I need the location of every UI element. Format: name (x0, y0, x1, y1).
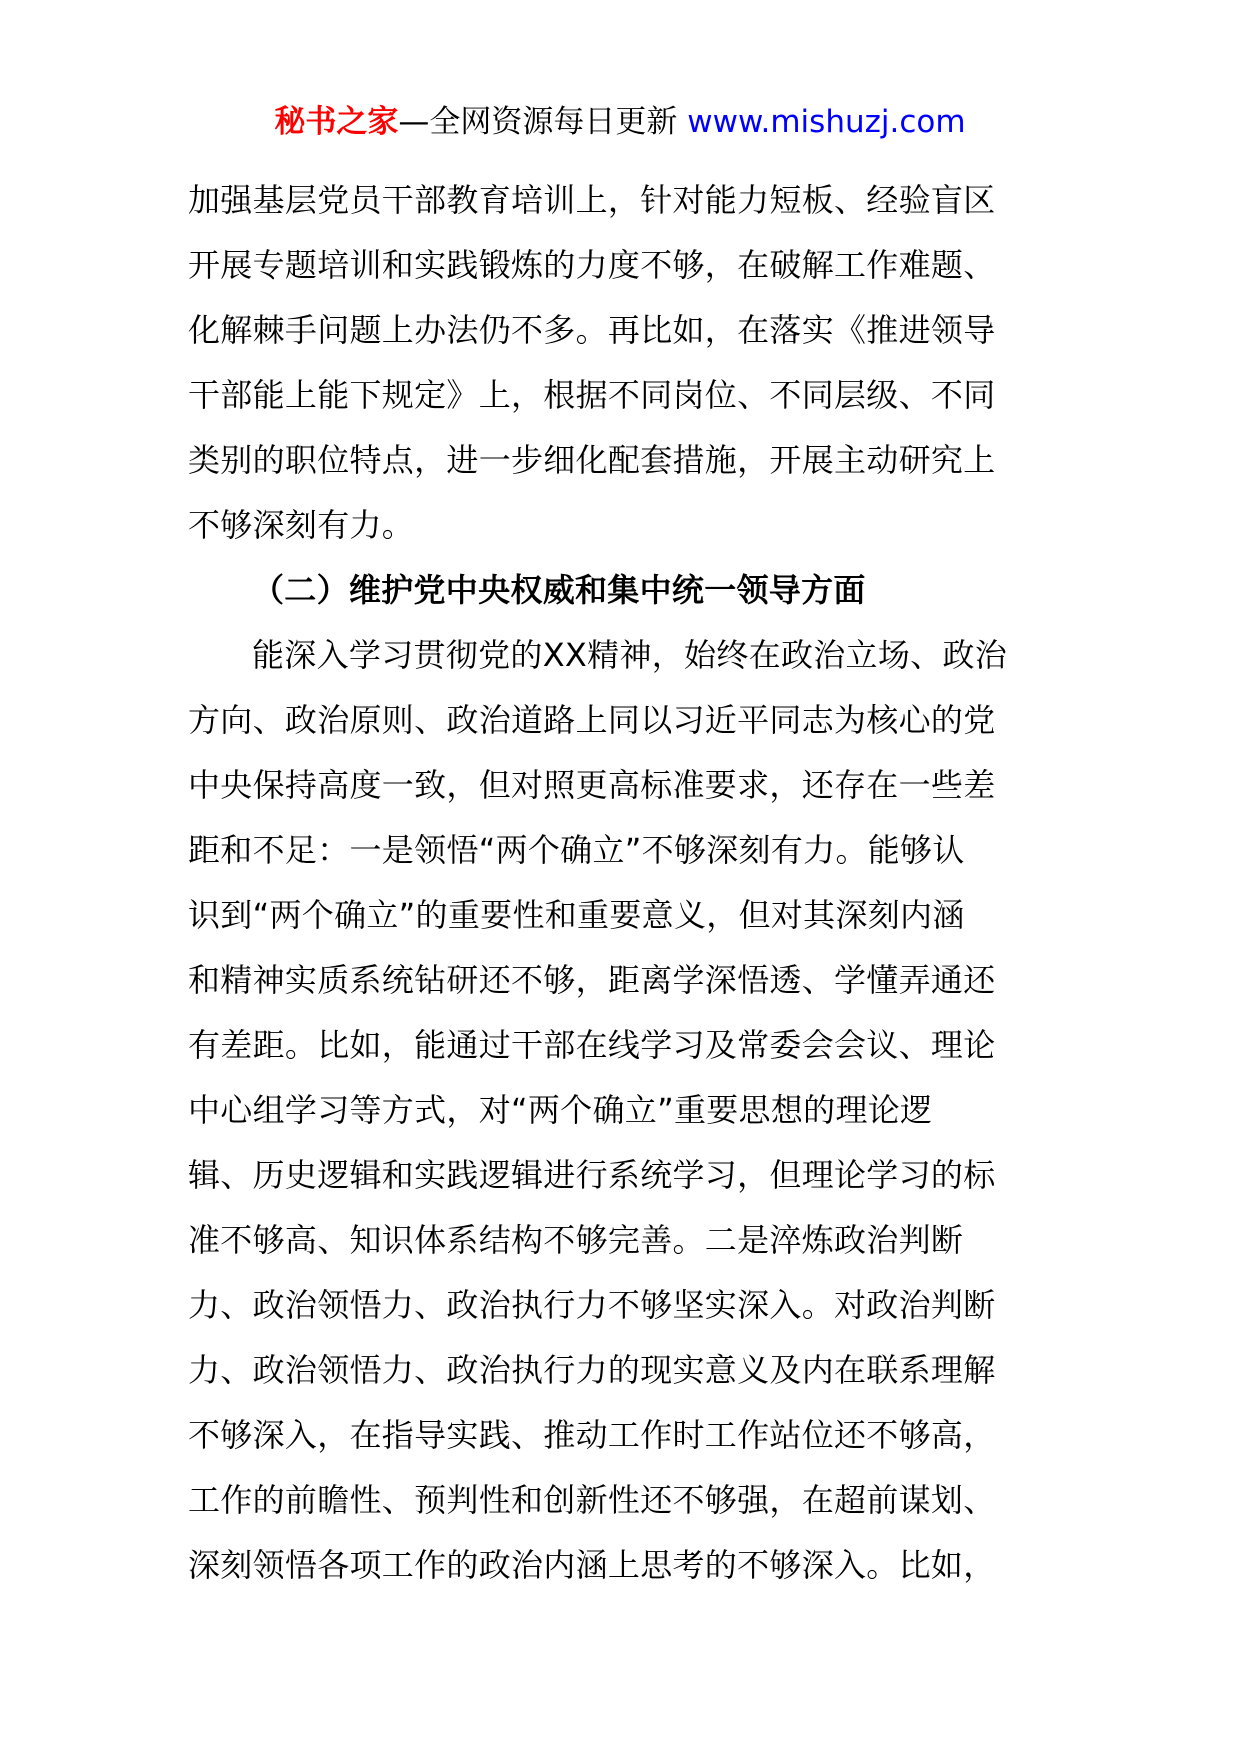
body-line: 识到“两个确立”的重要性和重要意义，但对其深刻内涵 (188, 896, 965, 934)
body-line: 方向、政治原则、政治道路上同以习近平同志为核心的党 (188, 701, 996, 739)
body-line: 化解棘手问题上办法仍不多。再比如，在落实《推进领导 (188, 311, 996, 349)
site-header (0, 100, 1240, 144)
body-line: 干部能上能下规定》上，根据不同岗位、不同层级、不同 (188, 376, 996, 414)
body-line: 距和不足：一是领悟“两个确立”不够深刻有力。能够认 (188, 831, 965, 869)
site-url-link[interactable]: www.mishuzj.com (687, 104, 966, 140)
section-heading: （二）维护党中央权威和集中统一领导方面 (252, 571, 866, 609)
body-line: 力、政治领悟力、政治执行力不够坚实深入。对政治判断 (188, 1286, 996, 1324)
body-line: 辑、历史逻辑和实践逻辑进行系统学习，但理论学习的标 (188, 1156, 996, 1194)
paragraph-first-line: 能深入学习贯彻党的XX精神，始终在政治立场、政治 (252, 636, 1008, 674)
body-line: 中心组学习等方式，对“两个确立”重要思想的理论逻 (188, 1091, 933, 1129)
body-line: 不够深入，在指导实践、推动工作时工作站位还不够高， (188, 1416, 996, 1454)
body-line: 类别的职位特点，进一步细化配套措施，开展主动研究上 (188, 441, 996, 479)
site-tagline: —全网资源每日更新 (398, 104, 688, 140)
body-line: 工作的前瞻性、预判性和创新性还不够强，在超前谋划、 (188, 1481, 996, 1519)
document-body (188, 168, 1068, 1598)
body-line: 准不够高、知识体系结构不够完善。二是淬炼政治判断 (188, 1221, 964, 1259)
body-line: 深刻领悟各项工作的政治内涵上思考的不够深入。比如， (188, 1546, 996, 1584)
body-line: 有差距。比如，能通过干部在线学习及常委会会议、理论 (188, 1026, 996, 1064)
body-line: 不够深刻有力。 (188, 506, 415, 544)
body-line: 和精神实质系统钻研还不够，距离学深悟透、学懂弄通还 (188, 961, 996, 999)
body-line: 开展专题培训和实践锻炼的力度不够，在破解工作难题、 (188, 246, 996, 284)
site-brand: 秘书之家 (274, 104, 399, 140)
body-line: 加强基层党员干部教育培训上，针对能力短板、经验盲区 (188, 181, 996, 219)
body-line: 力、政治领悟力、政治执行力的现实意义及内在联系理解 (188, 1351, 996, 1389)
body-line: 中央保持高度一致，但对照更高标准要求，还存在一些差 (188, 766, 996, 804)
